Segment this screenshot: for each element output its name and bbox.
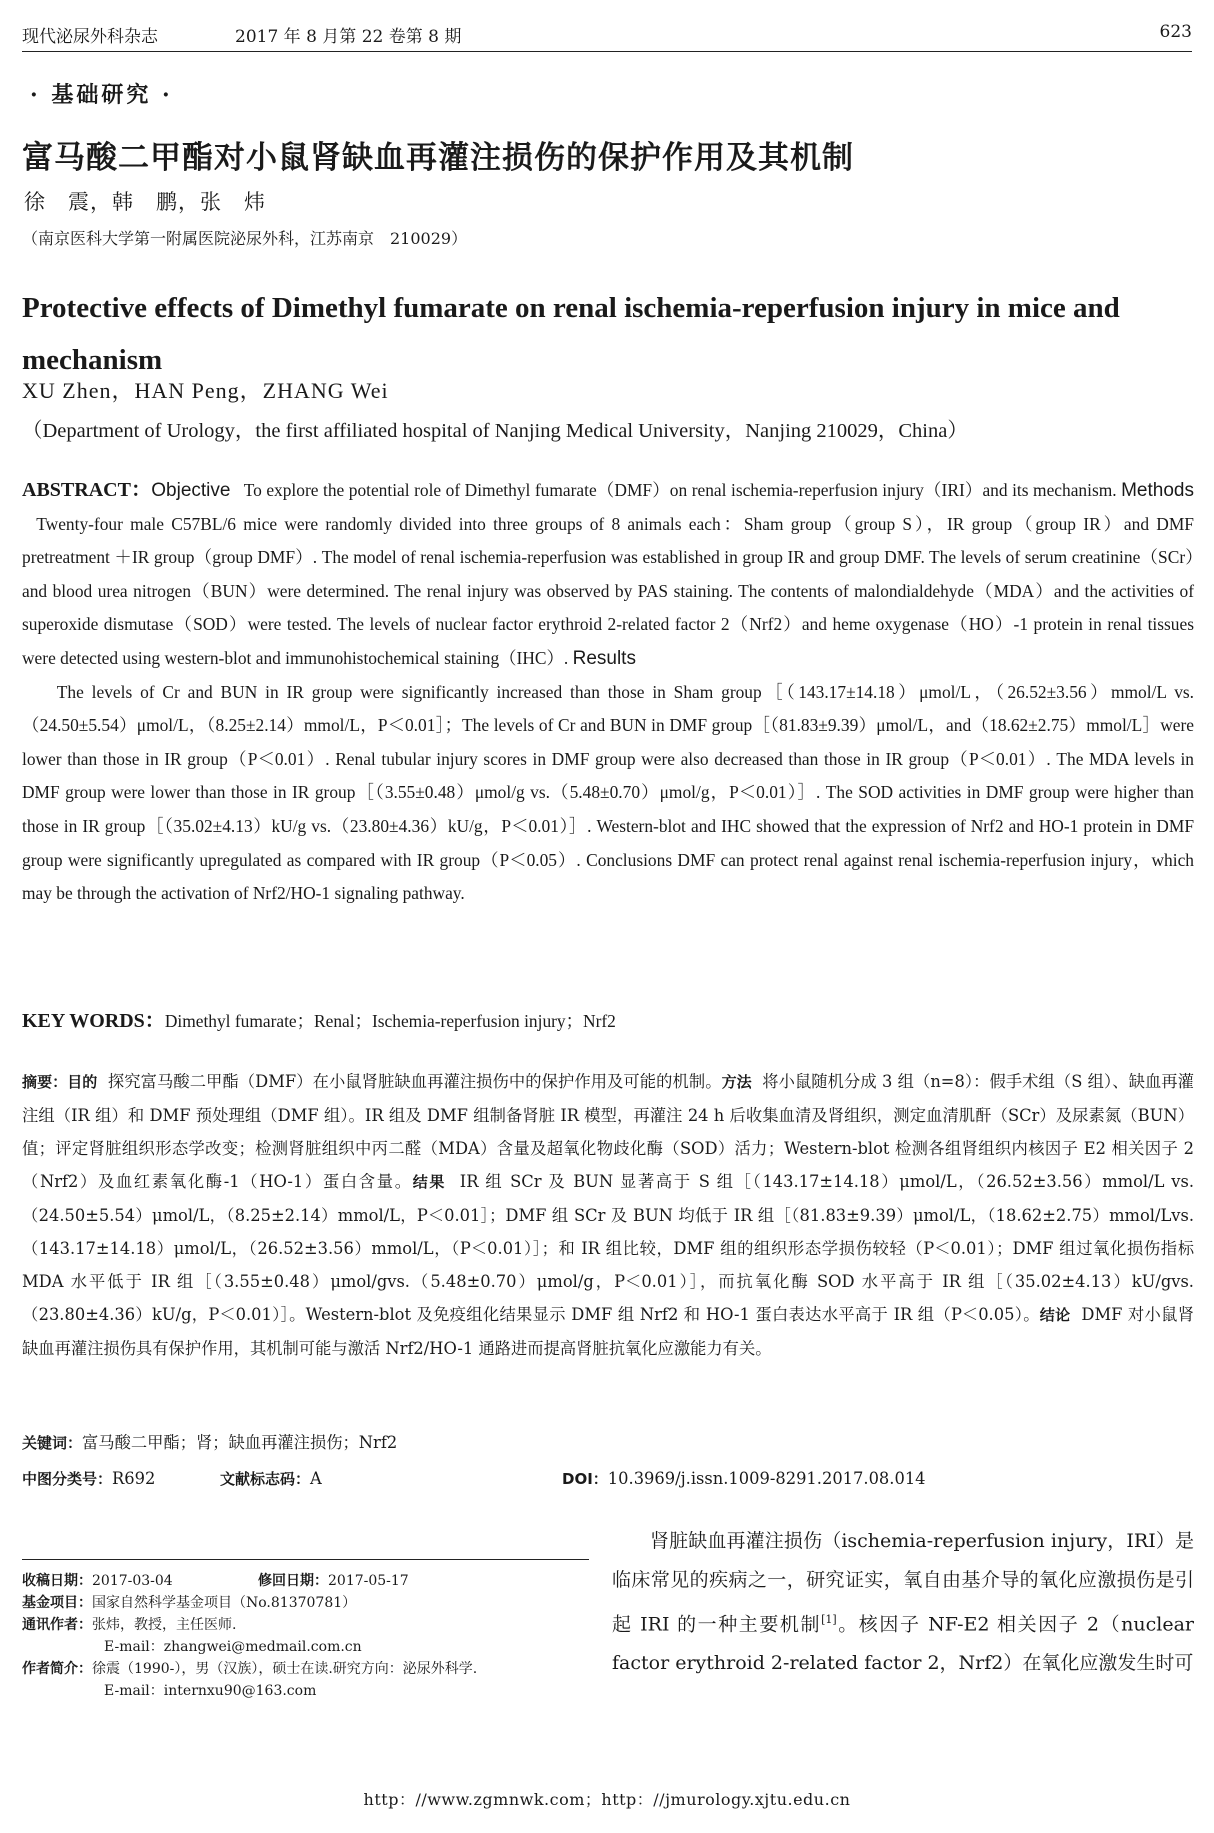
cn-keywords-text: 富马酸二甲酯；肾；缺血再灌注损伤；Nrf2 xyxy=(82,1433,398,1452)
doi xyxy=(562,1468,926,1489)
revised-group xyxy=(258,1570,409,1592)
footer-url: http：//www.zgmnwk.com；http：//jmurology.xjtu.edu.cn xyxy=(363,1790,851,1809)
bio-email: E-mail：internxu90@163.com xyxy=(104,1683,317,1699)
body-paragraph xyxy=(612,1522,1194,1683)
footnotes xyxy=(22,1570,592,1702)
footnote-divider xyxy=(22,1559,589,1560)
corr-text: 张炜，教授，主任医师. xyxy=(92,1617,237,1633)
cn-abstract-label: 摘要： xyxy=(22,1073,68,1091)
methods-label: Methods xyxy=(1121,480,1194,501)
clc-number xyxy=(22,1468,155,1489)
received-date: 2017-03-04 xyxy=(92,1573,173,1589)
cn-conclusion-label: 结论 xyxy=(1039,1306,1071,1324)
fund-label: 基金项目： xyxy=(22,1595,92,1611)
keywords-label: KEY WORDS： xyxy=(22,1010,165,1032)
footnote-fund xyxy=(22,1592,592,1614)
page-number: 623 xyxy=(1159,22,1192,42)
english-keywords xyxy=(22,1004,616,1033)
chinese-title: 富马酸二甲酯对小鼠肾缺血再灌注损伤的保护作用及其机制 xyxy=(22,140,854,176)
cn-methods-label: 方法 xyxy=(721,1073,752,1091)
abstract-label: ABSTRACT： xyxy=(22,479,152,501)
corr-label: 通讯作者： xyxy=(22,1617,92,1633)
corr-email: E-mail：zhangwei@medmail.com.cn xyxy=(104,1639,362,1655)
chinese-affiliation: （南京医科大学第一附属医院泌尿外科，江苏南京 210029） xyxy=(22,229,468,248)
bio-label: 作者简介： xyxy=(22,1661,92,1677)
footnote-corresponding xyxy=(22,1614,592,1636)
cn-results-label: 结果 xyxy=(412,1173,447,1191)
issue-info: 2017 年 8 月第 22 卷第 8 期 xyxy=(235,27,462,47)
objective-text: To explore the potential role of Dimethyl fumarate（DMF）on renal ischemia-reperfusion injury（IRI）and its mechanism. xyxy=(243,480,1117,500)
chinese-authors: 徐 震，韩 鹏，张 炜 xyxy=(24,190,266,214)
body-para-text: 肾脏缺血再灌注损伤（ischemia-reperfusion injury，IRI）是临床常见的疾病之一，研究证实，氧自由基介导的氧化应激损伤是引起 IRI 的一种主要机制 xyxy=(612,1530,1194,1636)
cn-methods-text: 将小鼠随机分成 3 组（n=8）：假手术组（S 组）、缺血再灌注组（IR 组）和 DMF 预处理组（DMF 组）。IR 组及 DMF 组制备肾脏 IR 模型，再灌注 24 h 后收集血清及肾组织，测定血清肌酐（SCr）及尿素氮（BUN）值；评定肾脏组织形态学改变；检测肾脏组织中丙二醛（MDA）含量及超氧化物歧化酶（SOD）活力；Western-blot 检测各组肾组织内核因子 E2 相关因子 2（Nrf2）及血红素氧化酶-1（HO-1）蛋白含量。 xyxy=(22,1072,1194,1191)
footnote-dates xyxy=(22,1570,592,1592)
journal-name: 现代泌尿外科杂志 xyxy=(22,27,158,47)
doi-label: DOI： xyxy=(562,1470,608,1488)
chinese-abstract xyxy=(22,1065,1194,1365)
fund-text: 国家自然科学基金项目（No.81370781） xyxy=(92,1595,357,1611)
keywords-text: Dimethyl fumarate；Renal；Ischemia-reperfusion injury；Nrf2 xyxy=(164,1011,616,1031)
english-authors: XU Zhen，HAN Peng，ZHANG Wei xyxy=(22,378,389,403)
cn-objective-text: 探究富马酸二甲酯（DMF）在小鼠肾脏缺血再灌注损伤中的保护作用及可能的机制。 xyxy=(107,1072,722,1091)
clc-label: 中图分类号： xyxy=(22,1470,113,1488)
doi-value: 10.3969/j.issn.1009-8291.2017.08.014 xyxy=(607,1469,926,1488)
revised-date: 2017-05-17 xyxy=(328,1573,409,1589)
chinese-keywords xyxy=(22,1429,397,1453)
english-abstract xyxy=(22,474,1194,911)
doc-label: 文献标志码： xyxy=(220,1470,311,1488)
objective-label: Objective xyxy=(151,480,231,501)
clc-value: R692 xyxy=(112,1469,156,1488)
results-label: Results xyxy=(572,647,636,669)
doc-value: A xyxy=(310,1469,322,1488)
english-title: Protective effects of Dimethyl fumarate on renal ischemia-reperfusion injury in mice and mechanism xyxy=(22,292,1120,376)
section-label: · 基础研究 · xyxy=(30,82,173,108)
footnote-bio xyxy=(22,1658,592,1680)
running-head xyxy=(22,22,1192,52)
body-text xyxy=(612,1522,1194,1683)
methods-text: Twenty-four male C57BL/6 mice were randomly divided into three groups of 8 animals each：Sham group（group S），IR group（group IR）and DMF pretreatment ＋IR group（group DMF）. The model of renal ischemia-reperfusion was established in group IR and group DMF. The levels of serum creatinine（SCr）and blood urea nitrogen（BUN）were determined. The renal injury was observed by PAS staining. The contents of malondialdehyde（MDA）and the activities of superoxide dismutase（SOD）were tested. The levels of nuclear factor erythroid 2-related factor 2（Nrf2）and heme oxygenase（HO）-1 protein in renal tissues were detected using western-blot and immunohistochemical staining（IHC）. xyxy=(22,513,1194,668)
cn-results-text: IR 组 SCr 及 BUN 显著高于 S 组［（143.17±14.18）μmol/L，（26.52±3.56）mmol/L vs.（24.50±5.54）μmol/L，（8.25±2.14）mmol/L，P＜0.01］；DMF 组 SCr 及 BUN 均低于 IR 组［（81.83±9.39）μmol/L，（18.62±2.75）mmol/Lvs.（143.17±14.18）μmol/L，（26.52±3.56）mmol/L，（P＜0.01）］；和 IR 组比较，DMF 组的组织形态学损伤较轻（P＜0.01）；DMF 组过氧化损伤指标 MDA 水平低于 IR 组［（3.55±0.48）μmol/gvs.（5.48±0.70）μmol/g，P＜0.01）］，而抗氧化酶 SOD 水平高于 IR 组［（35.02±4.13）kU/gvs.（23.80±4.36）kU/g，P＜0.01）］。Western-blot 及免疫组化结果显示 DMF 组 Nrf2 和 HO-1 蛋白表达水平高于 IR 组（P＜0.05）。 xyxy=(22,1172,1194,1324)
body-para-text-cont: 。核因子 NF-E2 相关因子 2（nuclear factor erythroid 2-related factor 2，Nrf2）在氧化应激发生时可 xyxy=(612,1613,1194,1675)
revised-label: 修回日期： xyxy=(258,1573,328,1589)
document-code xyxy=(220,1468,322,1489)
reference-citation: [1] xyxy=(821,1613,837,1626)
cn-conclusion-text: DMF 对小鼠肾缺血再灌注损伤具有保护作用，其机制可能与激活 Nrf2/HO-1 通路进而提高肾脏抗氧化应激能力有关。 xyxy=(22,1305,1194,1358)
english-affiliation: （Department of Urology，the first affiliated hospital of Nanjing Medical University，Nanjing 210029，China） xyxy=(22,420,968,442)
received-label: 收稿日期： xyxy=(22,1573,92,1589)
results-text: The levels of Cr and BUN in IR group were significantly increased than those in Sham group［（143.17±14.18）μmol/L，（26.52±3.56）mmol/L vs.（24.50±5.54）μmol/L，（8.25±2.14）mmol/L，P＜0.01］；The levels of Cr and BUN in DMF group［（81.83±9.39）μmol/L，and（18.62±2.75）mmol/L］were lower than those in IR group（P＜0.01）. Renal tubular injury scores in DMF group were also decreased than those in IR group（P＜0.01）. The MDA levels in DMF group were lower than those in IR group［（3.55±0.48）μmol/g vs.（5.48±0.70）μmol/g，P＜0.01）］. The SOD activities in DMF group were higher than those in IR group［（35.02±4.13）kU/g vs.（23.80±4.36）kU/g，P＜0.01）］. Western-blot and IHC showed that the expression of Nrf2 and HO-1 protein in DMF group were significantly upregulated as compared with IR group（P＜0.05）. Conclusions DMF can protect renal against renal ischemia-reperfusion injury，which may be through the activation of Nrf2/HO-1 signaling pathway. xyxy=(22,681,1194,904)
bio-text: 徐震（1990-），男（汉族），硕士在读.研究方向：泌尿外科学. xyxy=(92,1661,478,1677)
cn-keywords-label: 关键词： xyxy=(22,1434,83,1452)
cn-objective-label: 目的 xyxy=(67,1073,98,1091)
